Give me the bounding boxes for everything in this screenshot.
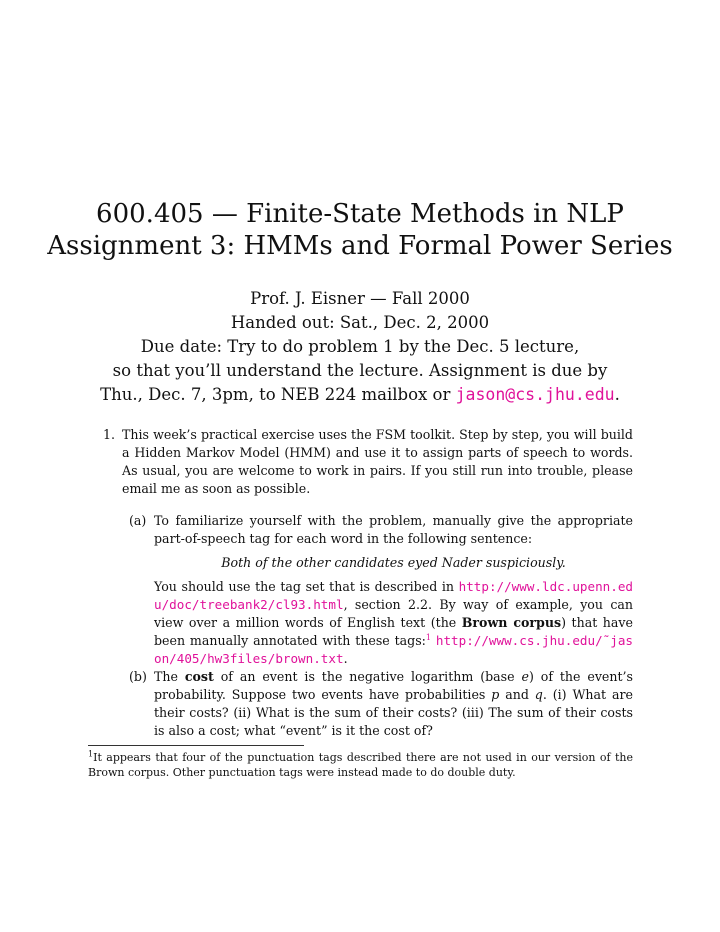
part-a-label: (a) <box>129 513 147 528</box>
document-subtitle: Assignment 3: HMMs and Formal Power Series <box>47 231 673 261</box>
part-a-paragraph <box>154 578 633 668</box>
part-b-body <box>154 668 633 740</box>
part-a-text-2: , section 2.2. By way of example, you can view over a million words of English text (the <box>154 597 633 630</box>
treebank-link[interactable]: http://www.ldc.upenn.edu/doc/treebank2/cl93.html <box>154 579 633 612</box>
example-sentence: Both of the other candidates eyed Nader suspiciously. <box>221 555 566 570</box>
due-date-line-3-text: Thu., Dec. 7, 3pm, to NEB 224 mailbox or <box>100 385 456 404</box>
part-b <box>129 668 633 740</box>
brown-corpus-link[interactable]: http://www.cs.jhu.edu/˜jason/405/hw3files/brown.txt <box>154 633 633 666</box>
footnote-marker[interactable]: 1 <box>425 632 432 642</box>
problem-1 <box>103 426 633 498</box>
author-line: Prof. J. Eisner — Fall 2000 <box>250 289 470 308</box>
brown-corpus-term: Brown corpus <box>461 615 562 630</box>
problem-1-text: This week’s practical exercise uses the FSM toolkit. Step by step, you will build a Hidden Markov Model (HMM) and use it to assign parts of speech to words. As usual, you are welcome to work in pairs. If you still run into trouble, please email me as soon as possible. <box>122 427 633 496</box>
part-a-text-1: You should use the tag set that is described in <box>154 579 459 594</box>
part-b-text-1: The <box>154 669 185 684</box>
part-a <box>129 512 633 668</box>
cost-term: cost <box>184 669 214 684</box>
footnote-text: It appears that four of the punctuation tags described there are not used in our version of the Brown corpus. Other punctuation tags were instead made to do double duty. <box>88 751 633 779</box>
due-date-line-1: Due date: Try to do problem 1 by the Dec. 5 lecture, <box>140 337 580 356</box>
part-b-text-3: ) of the event’s probability. Suppose two events have probabilities <box>154 669 634 702</box>
footnote <box>88 750 633 780</box>
footnote-number: 1 <box>88 749 94 759</box>
part-a-body <box>154 512 633 668</box>
part-a-text-4: . <box>343 651 348 666</box>
part-b-text-4: and <box>499 687 535 702</box>
email-link[interactable]: jason@cs.jhu.edu <box>455 385 615 404</box>
variable-p: p <box>491 687 500 702</box>
part-b-text-5: . (i) What are their costs? (ii) What is the sum of their costs? (iii) The sum of their costs is also a cost; what “event” is it the cost of? <box>154 687 633 738</box>
header-info <box>0 287 720 407</box>
due-date-line-3 <box>0 383 720 407</box>
due-date-line-3-end: . <box>614 385 620 404</box>
part-b-text-2: of an event is the negative logarithm (base <box>213 669 522 684</box>
base-symbol: e <box>521 669 529 684</box>
due-date-line-2: so that you’ll understand the lecture. Assignment is due by <box>112 361 608 380</box>
part-b-label: (b) <box>129 669 147 684</box>
part-a-text-3: ) that have been manually annotated with these tags: <box>154 615 633 648</box>
problem-number: 1. <box>103 427 116 442</box>
handed-out-line: Handed out: Sat., Dec. 2, 2000 <box>230 313 490 332</box>
part-a-intro: To familiarize yourself with the problem, manually give the appropriate part-of-speech tag for each word in the following sentence: <box>154 513 633 546</box>
footnote-divider <box>88 745 304 746</box>
document-title: 600.405 — Finite-State Methods in NLP <box>96 199 624 229</box>
variable-q: q <box>534 687 543 702</box>
